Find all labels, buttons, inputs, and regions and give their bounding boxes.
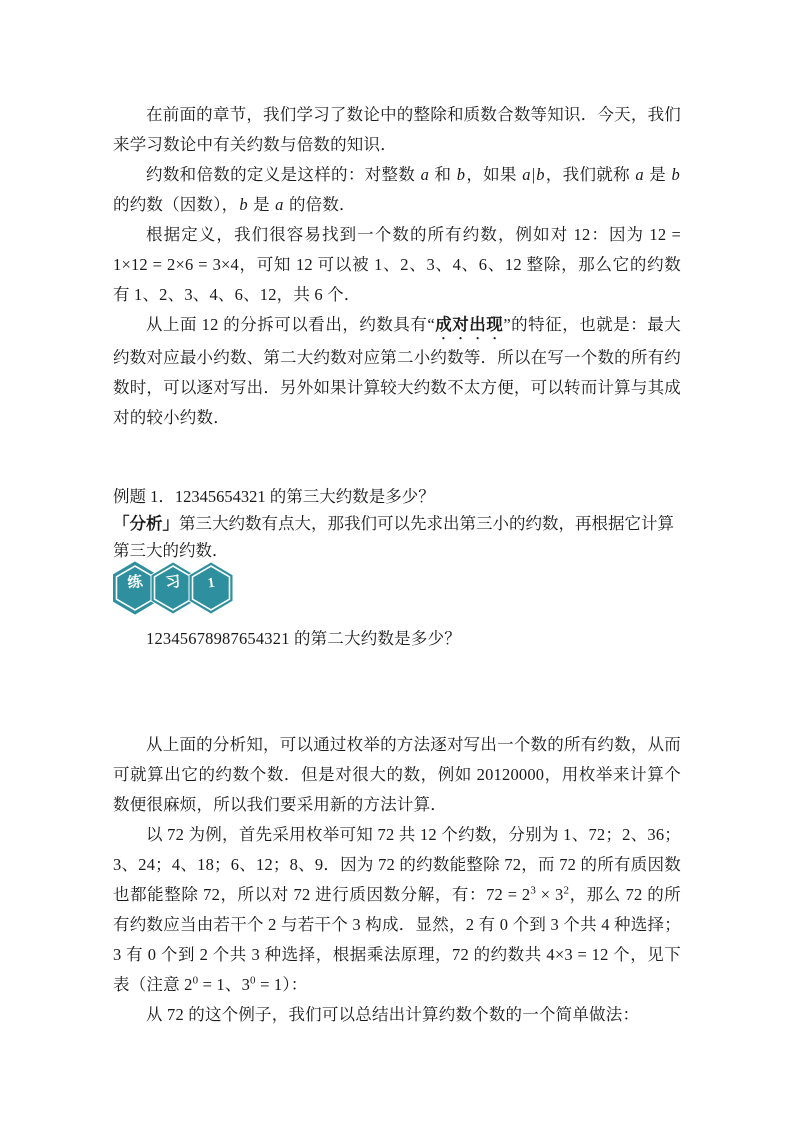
- hexagon-icon: [151, 562, 195, 614]
- paragraph-intro: 在前面的章节，我们学习了数论中的整除和质数合数等知识．今天，我们来学习数论中有关约数与倍数的知识．: [113, 105, 681, 154]
- analysis-label: 「分析」: [113, 514, 179, 533]
- superscript-exponent: 2: [563, 884, 570, 897]
- example-title: 例题 1．12345654321 的第三大约数是多少？: [113, 487, 435, 506]
- divides-bar: |: [531, 165, 536, 184]
- math-var-a: a: [522, 165, 531, 184]
- paragraph-pairing-feature: 从上面 12 的分拆可以看出，约数具有“成对出现”的特征，也就是：最大约数对应最小约数、第二大约数对应第二小约数等．所以在写一个数的所有约数时，可以逐对写出．另外如果计算较大约数不太方便，可以转而计算与其成对的较小约数．: [113, 315, 681, 427]
- superscript-exponent: 0: [250, 974, 256, 987]
- paragraph-enumeration-limits: 从上面的分析知，可以通过枚举的方法逐对写出一个数的所有约数，从而可就算出它的约数个数．但是对很大的数，例如 20120000，用枚举来计算个数便很麻烦，所以我们要采用新的方法计算．: [113, 735, 681, 814]
- paragraph-conclusion-lead: 从 72 的这个例子，我们可以总结出计算约数个数的一个简单做法：: [146, 1005, 640, 1024]
- example-block: [113, 483, 681, 564]
- practice-badge: [113, 561, 245, 615]
- practice-problem: 12345678987654321 的第二大约数是多少？: [146, 629, 461, 648]
- math-var-a: a: [275, 195, 284, 214]
- superscript-exponent: 0: [192, 974, 199, 987]
- badge-char-lian: 练: [126, 574, 144, 592]
- math-var-b: b: [456, 165, 466, 184]
- math-var-a: a: [635, 165, 644, 184]
- math-var-b: b: [239, 195, 248, 214]
- badge-char-xi: 习: [164, 574, 182, 592]
- paragraph-definition: 约数和倍数的定义是这样的：对整数 a 和 b，如果 a|b，我们就称 a 是 b 的约数（因数），b 是 a 的倍数．: [113, 165, 680, 214]
- hexagon-icon: [189, 562, 233, 614]
- analysis-text: 第三大约数有点大，那我们可以先求出第三小的约数，再根据它计算第三大的约数．: [113, 514, 674, 560]
- paragraph-72-factorization: 以 72 为例，首先采用枚举可知 72 共 12 个约数，分别为 1、72；2、36；3、24；4、18；6、12；8、9．因为 72 的约数能整除 72，而 72 的所有质因数也都能整除 72，所以对 72 进行质因数分解，有：$72 = 2^3 \times 3^2$，那么 72 的所有约数应当由若干个 2 与若干个 3 构成．显然，2 有 0 个到 3 个共 4 种选择；3 有 0 个到 2 个共 3 种选择，根据乘法原理，72 的约数共 4×3 = 12 个，见下表（注意 $2^0 = 1$、$3^0 = 1$）：: [113, 825, 681, 994]
- math-var-b: b: [536, 165, 545, 184]
- emphasized-term: 成对出现: [434, 315, 504, 334]
- math-var-a: a: [420, 165, 430, 184]
- definition-text: 约数和倍数的定义是这样的：对整数: [146, 165, 420, 184]
- analysis-line: [113, 510, 681, 564]
- math-var-b: b: [671, 165, 680, 184]
- hexagon-icon: [113, 562, 157, 614]
- paragraph-find-divisors-of-12: 根据定义，我们很容易找到一个数的所有约数，例如对 12：因为 12 = 1×12 = 2×6 = 3×4，可知 12 可以被 1、2、3、4、6、12 整除，那么它的约数有 1、2、3、4、6、12，共 6 个．: [113, 225, 681, 304]
- document-body: [113, 100, 681, 1030]
- superscript-exponent: 3: [530, 884, 537, 897]
- badge-char-1: 1: [206, 575, 216, 592]
